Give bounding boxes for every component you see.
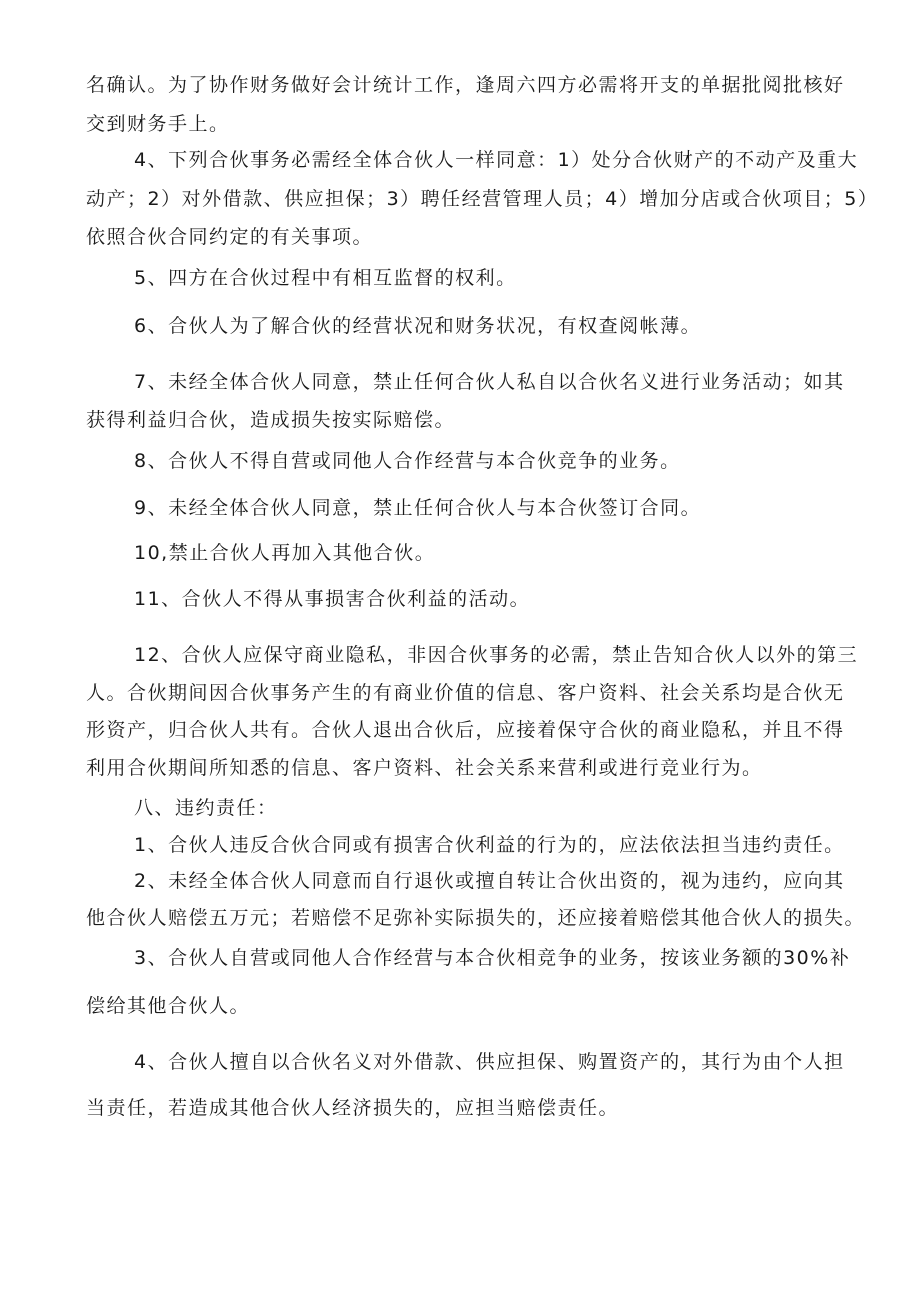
section-heading: 八、违约责任： <box>134 797 278 819</box>
clause-8-line: 8、合伙人不得自营或同他人合作经营与本合伙竞争的业务。 <box>134 450 681 472</box>
text-line: 依照合伙合同约定的有关事项。 <box>86 226 374 248</box>
liability-clause-2-line: 2、未经全体合伙人同意而自行退伙或擅自转让合伙出资的，视为违约，应向其 <box>134 870 845 892</box>
text-line: 人。合伙期间因合伙事务产生的有商业价值的信息、客户资料、社会关系均是合伙无 <box>86 682 845 704</box>
text-line: 他合伙人赔偿五万元；若赔偿不足弥补实际损失的，还应接着赔偿其他合伙人的损失。 <box>86 907 866 929</box>
text-line: 利用合伙期间所知悉的信息、客户资料、社会关系来营利或进行竞业行为。 <box>86 757 763 779</box>
clause-10-line: 10,禁止合伙人再加入其他合伙。 <box>134 542 436 564</box>
clause-12-line: 12、合伙人应保守商业隐私，非因合伙事务的必需，禁止告知合伙人以外的第三 <box>134 644 859 666</box>
clause-6-line: 6、合伙人为了解合伙的经营状况和财务状况，有权查阅帐薄。 <box>134 315 702 337</box>
text-line: 当责任，若造成其他合伙人经济损失的，应担当赔偿责任。 <box>86 1097 620 1119</box>
clause-7-line: 7、未经全体合伙人同意，禁止任何合伙人私自以合伙名义进行业务活动；如其 <box>134 371 845 393</box>
clause-11-line: 11、合伙人不得从事损害合伙利益的活动。 <box>134 588 531 610</box>
text-line: 形资产，归合伙人共有。合伙人退出合伙后，应接着保守合伙的商业隐私，并且不得 <box>86 719 845 741</box>
clause-5-line: 5、四方在合伙过程中有相互监督的权利。 <box>134 267 517 289</box>
liability-clause-1-line: 1、合伙人违反合伙合同或有损害合伙利益的行为的，应法依法担当违约责任。 <box>134 834 845 856</box>
clause-4-line: 4、下列合伙事务必需经全体合伙人一样同意：1）处分合伙财产的不动产及重大 <box>134 149 859 171</box>
text-line: 交到财务手上。 <box>86 113 230 135</box>
clause-9-line: 9、未经全体合伙人同意，禁止任何合伙人与本合伙签订合同。 <box>134 497 702 519</box>
text-line: 获得利益归合伙，造成损失按实际赔偿。 <box>86 409 456 431</box>
text-line: 偿给其他合伙人。 <box>86 995 251 1017</box>
liability-clause-3-line: 3、合伙人自营或同他人合作经营与本合伙相竞争的业务，按该业务额的30%补 <box>134 947 851 969</box>
liability-clause-4-line: 4、合伙人擅自以合伙名义对外借款、供应担保、购置资产的，其行为由个人担 <box>134 1051 845 1073</box>
text-line: 名确认。为了协作财务做好会计统计工作，逢周六四方必需将开支的单据批阅批核好 <box>86 74 845 96</box>
text-line: 动产；2）对外借款、供应担保；3）聘任经营管理人员；4）增加分店或合伙项目；5） <box>86 188 879 210</box>
